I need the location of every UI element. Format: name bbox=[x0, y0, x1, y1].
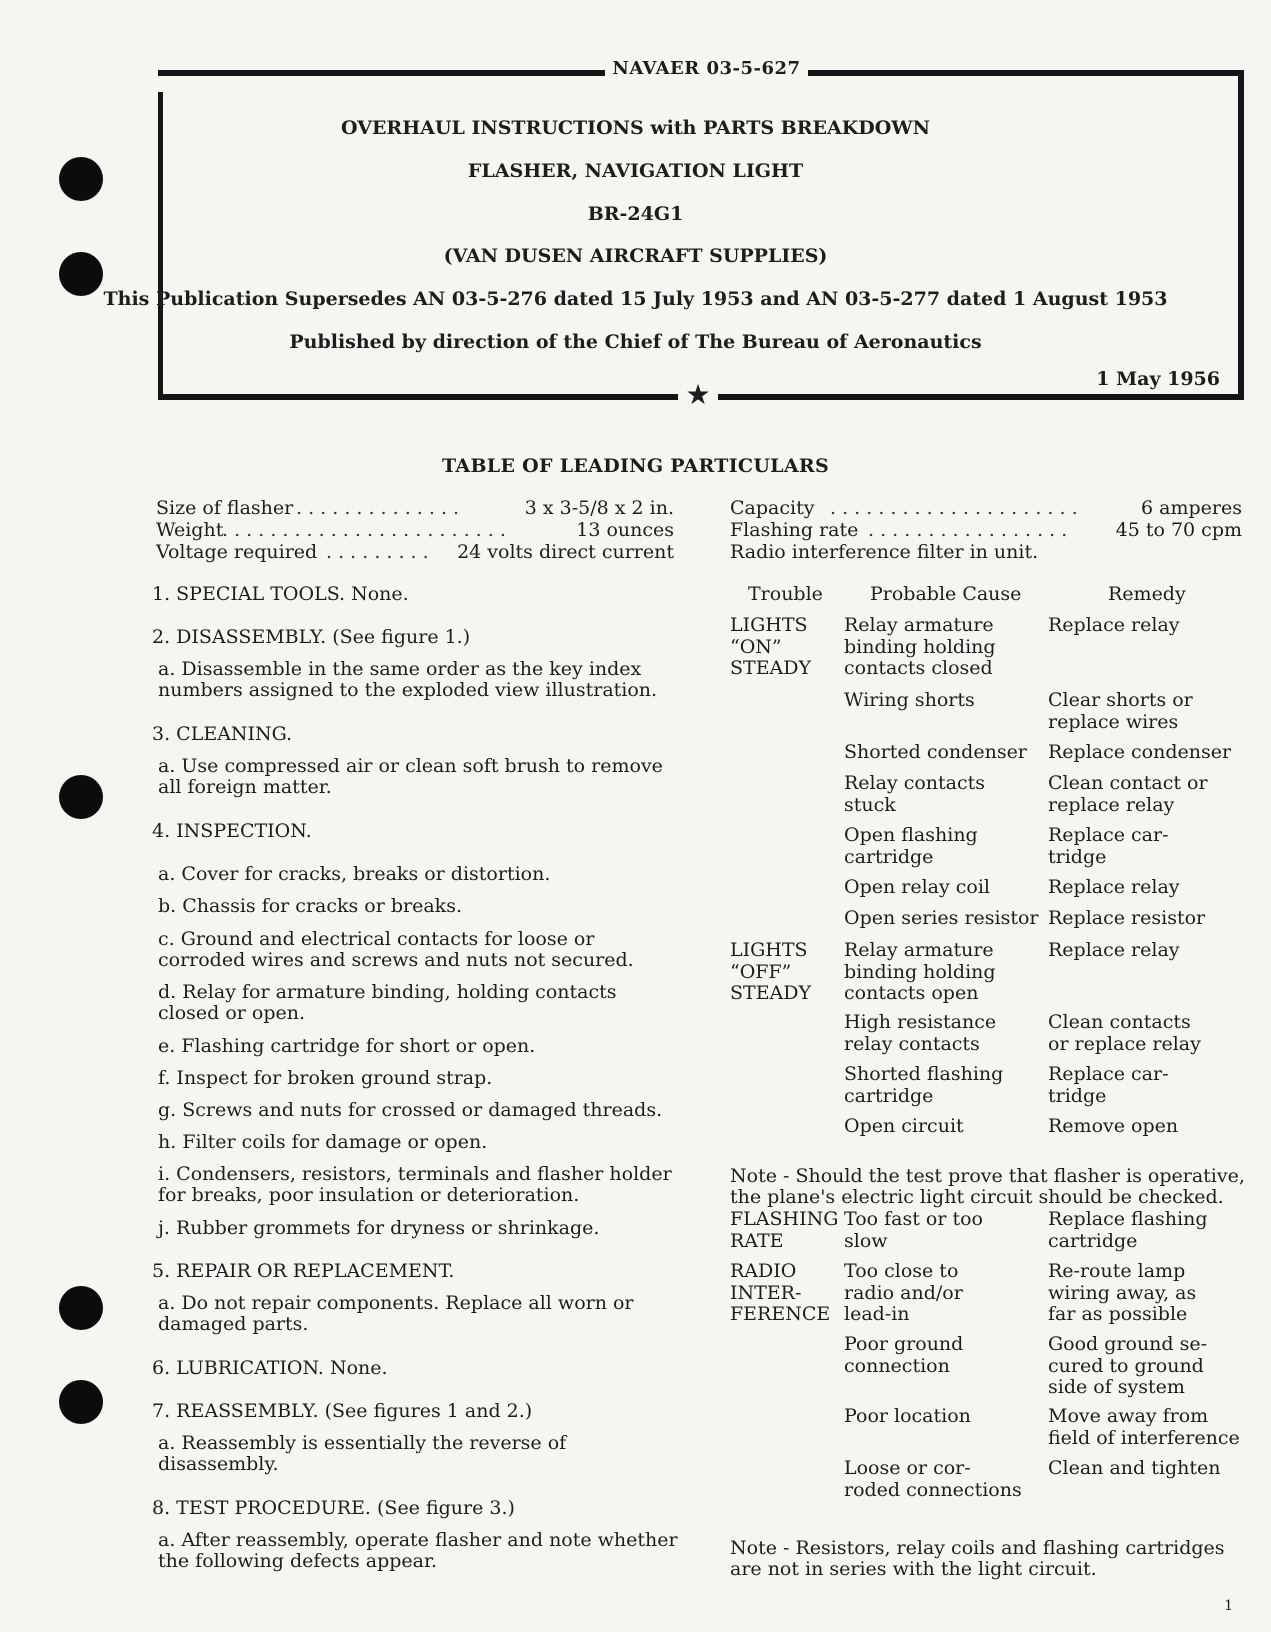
particulars-title: TABLE OF LEADING PARTICULARS bbox=[442, 455, 829, 477]
particular-label: Weight bbox=[156, 519, 224, 541]
trouble-table bbox=[730, 0, 1250, 1632]
remedy-cell: Replace relay bbox=[1048, 939, 1180, 961]
remedy-cell: Replace relay bbox=[1048, 614, 1180, 636]
inspection-item-e: e. Flashing cartridge for short or open. bbox=[158, 1035, 536, 1057]
particular-label: Voltage required bbox=[156, 541, 318, 563]
remedy-cell: Replace resistor bbox=[1048, 907, 1206, 929]
cause-cell: Open series resistor bbox=[844, 907, 1039, 929]
trouble-cell: LIGHTS “OFF” STEADY bbox=[730, 939, 812, 1004]
cause-cell: Open circuit bbox=[844, 1115, 964, 1137]
inspection-item-i: i. Condensers, resistors, terminals and flasher holder for breaks, poor insulation or deterioration. bbox=[158, 1163, 672, 1206]
reassembly-step-a: a. Reassembly is essentially the reverse of disassembly. bbox=[158, 1432, 567, 1475]
particular-value: 3 x 3-5/8 x 2 in. bbox=[524, 497, 674, 519]
remedy-cell: Re-route lamp wiring away, as far as possible bbox=[1048, 1260, 1197, 1325]
trouble-cell: FLASHING RATE bbox=[730, 1208, 839, 1252]
cause-cell: High resistance relay contacts bbox=[844, 1011, 997, 1055]
test-note: Note - Should the test prove that flasher is operative, the plane's electric light circuit should be checked. bbox=[730, 1165, 1245, 1208]
star-icon: ★ bbox=[685, 378, 711, 411]
cause-cell: Too fast or too slow bbox=[844, 1208, 983, 1252]
section-lubrication: 6. LUBRICATION. None. bbox=[152, 1357, 388, 1379]
series-note: Note - Resistors, relay coils and flashing cartridges are not in series with the light circuit. bbox=[730, 1537, 1225, 1580]
remedy-cell: Good ground se- cured to ground side of system bbox=[1048, 1333, 1208, 1398]
cause-cell: Relay armature binding holding contacts open bbox=[844, 939, 996, 1004]
punch-hole bbox=[59, 1380, 103, 1424]
page-number: 1 bbox=[1224, 1598, 1233, 1614]
cause-cell: Open relay coil bbox=[844, 876, 990, 898]
model-number: BR-24G1 bbox=[587, 203, 684, 225]
inspection-item-f: f. Inspect for broken ground strap. bbox=[158, 1067, 493, 1089]
publisher-note: Published by direction of the Chief of The Bureau of Aeronautics bbox=[289, 331, 982, 353]
cause-cell: Open flashing cartridge bbox=[844, 824, 978, 868]
particular-label: Flashing rate bbox=[730, 519, 859, 541]
column-header-remedy: Remedy bbox=[1108, 583, 1186, 605]
section-test-procedure: 8. TEST PROCEDURE. (See figure 3.) bbox=[152, 1497, 515, 1519]
punch-hole bbox=[59, 775, 103, 819]
remedy-cell: Replace car- tridge bbox=[1048, 1063, 1169, 1107]
column-header-trouble: Trouble bbox=[748, 583, 823, 605]
particular-label: Size of flasher bbox=[156, 497, 294, 519]
remedy-cell: Replace flashing cartridge bbox=[1048, 1208, 1208, 1252]
remedy-cell: Replace car- tridge bbox=[1048, 824, 1169, 868]
particular-value: 6 amperes bbox=[1141, 497, 1242, 519]
remedy-cell: Clean contacts or replace relay bbox=[1048, 1011, 1201, 1055]
cause-cell: Shorted condenser bbox=[844, 741, 1027, 763]
remedy-cell: Clean contact or replace relay bbox=[1048, 772, 1208, 816]
publication-date: 1 May 1956 bbox=[1096, 368, 1220, 390]
disassembly-step-a: a. Disassemble in the same order as the key index numbers assigned to the exploded view illustration. bbox=[158, 658, 658, 701]
remedy-cell: Clean and tighten bbox=[1048, 1457, 1221, 1479]
cause-cell: Poor ground connection bbox=[844, 1333, 964, 1377]
particular-label: Capacity bbox=[730, 497, 815, 519]
test-step-a: a. After reassembly, operate flasher and note whether the following defects appear. bbox=[158, 1529, 678, 1572]
particular-label: Radio interference filter in unit. bbox=[730, 541, 1039, 563]
section-reassembly: 7. REASSEMBLY. (See figures 1 and 2.) bbox=[152, 1400, 533, 1422]
manufacturer: (VAN DUSEN AIRCRAFT SUPPLIES) bbox=[443, 245, 828, 267]
inspection-item-h: h. Filter coils for damage or open. bbox=[158, 1131, 488, 1153]
trouble-cell: RADIO INTER- FERENCE bbox=[730, 1260, 831, 1325]
column-header-cause: Probable Cause bbox=[870, 583, 1022, 605]
section-special-tools: 1. SPECIAL TOOLS. None. bbox=[152, 583, 409, 605]
remedy-cell: Remove open bbox=[1048, 1115, 1179, 1137]
title-line-2: FLASHER, NAVIGATION LIGHT bbox=[467, 160, 804, 182]
cause-cell: Poor location bbox=[844, 1405, 971, 1427]
remedy-cell: Replace condenser bbox=[1048, 741, 1232, 763]
cause-cell: Wiring shorts bbox=[844, 689, 975, 711]
document-number: NAVAER 03-5-627 bbox=[612, 58, 801, 79]
cause-cell: Too close to radio and/or lead-in bbox=[844, 1260, 963, 1325]
inspection-item-c: c. Ground and electrical contacts for loose or corroded wires and screws and nuts not secured. bbox=[158, 928, 634, 971]
punch-hole bbox=[59, 1286, 103, 1330]
trouble-cell: LIGHTS “ON” STEADY bbox=[730, 614, 812, 679]
remedy-cell: Replace relay bbox=[1048, 876, 1180, 898]
inspection-item-b: b. Chassis for cracks or breaks. bbox=[158, 895, 462, 917]
inspection-item-a: a. Cover for cracks, breaks or distortion. bbox=[158, 863, 551, 885]
inspection-item-g: g. Screws and nuts for crossed or damaged threads. bbox=[158, 1099, 663, 1121]
supersedes-note: This Publication Supersedes AN 03-5-276 dated 15 July 1953 and AN 03-5-277 dated 1 August 1953 bbox=[103, 288, 1168, 310]
cause-cell: Loose or cor- roded connections bbox=[844, 1457, 1022, 1501]
particular-value: 45 to 70 cpm bbox=[1115, 519, 1242, 541]
inspection-item-j: j. Rubber grommets for dryness or shrinkage. bbox=[158, 1217, 600, 1239]
remedy-cell: Clear shorts or replace wires bbox=[1048, 689, 1193, 733]
cause-cell: Relay contacts stuck bbox=[844, 772, 986, 816]
repair-step-a: a. Do not repair components. Replace all worn or damaged parts. bbox=[158, 1292, 634, 1335]
remedy-cell: Move away from field of interference bbox=[1048, 1405, 1240, 1449]
particular-value: 24 volts direct current bbox=[457, 541, 674, 563]
inspection-item-d: d. Relay for armature binding, holding contacts closed or open. bbox=[158, 981, 617, 1024]
particular-value: 13 ounces bbox=[576, 519, 674, 541]
cleaning-step-a: a. Use compressed air or clean soft brush to remove all foreign matter. bbox=[158, 755, 663, 798]
cause-cell: Relay armature binding holding contacts closed bbox=[844, 614, 996, 679]
section-inspection: 4. INSPECTION. bbox=[152, 820, 312, 842]
section-disassembly: 2. DISASSEMBLY. (See figure 1.) bbox=[152, 626, 471, 648]
section-cleaning: 3. CLEANING. bbox=[152, 723, 293, 745]
cause-cell: Shorted flashing cartridge bbox=[844, 1063, 1004, 1107]
title-line-1: OVERHAUL INSTRUCTIONS with PARTS BREAKDOWN bbox=[340, 117, 931, 139]
section-repair: 5. REPAIR OR REPLACEMENT. bbox=[152, 1260, 455, 1282]
